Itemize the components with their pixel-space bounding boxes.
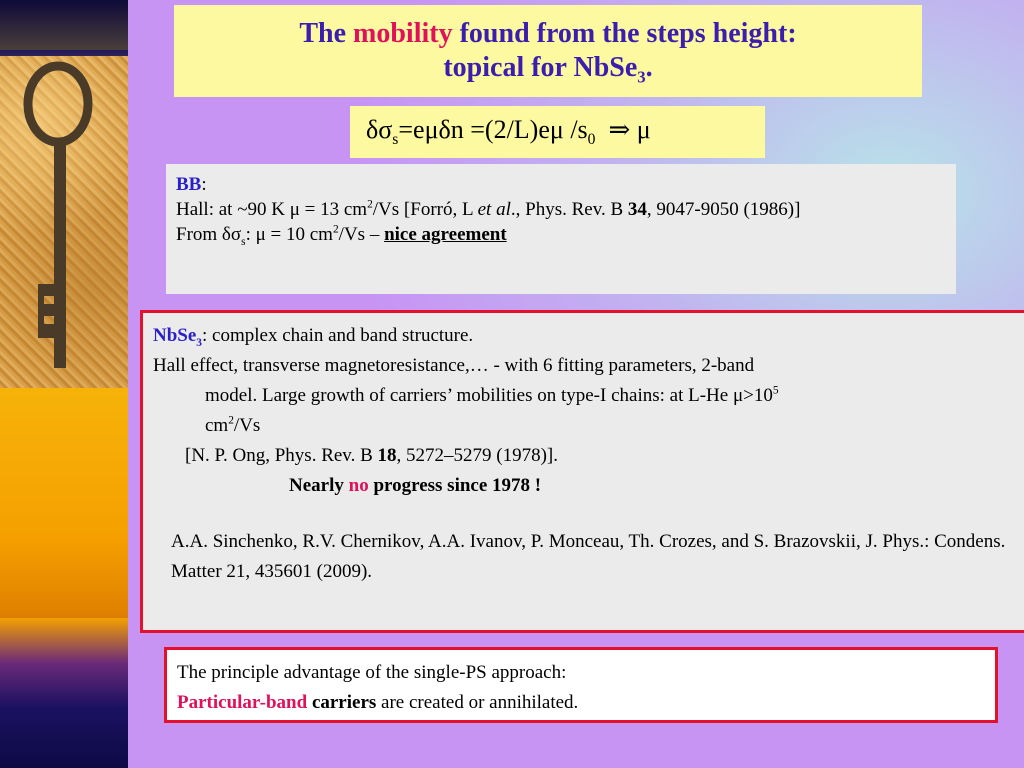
text: [N. P. Ong, Phys. Rev. B [185, 445, 378, 466]
formula-implies: ⇒ μ [595, 115, 651, 144]
title-period: . [645, 52, 653, 83]
text: /Vs [Forró, L [372, 199, 478, 220]
nice-agreement-text: nice agreement [384, 224, 507, 245]
text: From δσ [176, 224, 242, 245]
title-subscript: 3 [637, 67, 646, 87]
top-band [0, 0, 128, 50]
text: Hall: at ~90 K μ = 13 cm [176, 199, 368, 220]
formula-sub: s [392, 131, 399, 149]
text: ., Phys. Rev. B [510, 199, 628, 220]
formula-sub: 0 [587, 131, 596, 149]
text: model. Large growth of carriers’ mobilities on type-I chains: at L-He μ>10 [205, 385, 773, 406]
text: Nearly [289, 475, 349, 496]
volume: 18 [377, 445, 397, 466]
carriers-text: carriers [311, 692, 377, 713]
sup: 2 [367, 198, 373, 211]
advantage-line2 [177, 688, 985, 718]
no-highlight: no [348, 475, 369, 496]
formula-part: δσ [366, 115, 393, 144]
particular-band-text: Particular-band [177, 692, 308, 713]
text: : μ = 10 cm [245, 224, 333, 245]
title-line2: topical for NbSe [443, 52, 638, 83]
text: are created or annihilated. [376, 692, 579, 713]
text: /Vs [233, 415, 261, 436]
sup: 2 [332, 223, 339, 236]
left-decoration-strip [0, 0, 128, 768]
sup: 2 [228, 414, 234, 427]
old-key-icon [0, 56, 128, 388]
advantage-box [164, 647, 998, 723]
nbse-heading: NbSe [153, 325, 197, 346]
advantage-line1: The principle advantage of the single-PS approach: [177, 662, 567, 683]
bottom-band [0, 618, 128, 768]
title-text: The [299, 18, 354, 49]
nbse-units-line [153, 411, 1019, 441]
formula-box [350, 106, 765, 158]
text: , 9047-9050 (1986)] [646, 199, 801, 220]
et-al: et al [477, 199, 511, 220]
sup: 5 [772, 384, 779, 397]
progress-note [153, 471, 1019, 501]
formula-part: =eμδn =(2/L)eμ /s [398, 115, 588, 144]
slide-title [174, 5, 922, 97]
bb-colon: : [201, 174, 207, 195]
bb-from-line [176, 222, 946, 247]
nbse-sub: 3 [196, 336, 202, 349]
text: progress since 1978 ! [368, 475, 542, 496]
title-highlight: mobility [353, 18, 453, 49]
text: , 5272–5279 (1978)]. [396, 445, 558, 466]
bb-heading: BB [176, 174, 202, 195]
nbse-reference [153, 441, 1019, 471]
nbse-info-box [140, 310, 1024, 633]
bb-info-box [166, 164, 956, 294]
nbse-hall-line: Hall effect, transverse magnetoresistance,… - with 6 fitting parameters, 2-band [153, 355, 755, 376]
text: cm [205, 415, 229, 436]
nbse-heading-rest: : complex chain and band structure. [202, 325, 474, 346]
sub: s [241, 235, 246, 248]
volume: 34 [627, 199, 647, 220]
bb-hall-line [176, 197, 946, 222]
title-text-end: found from the steps height: [452, 18, 797, 49]
citation: A.A. Sinchenko, R.V. Chernikov, A.A. Ivanov, P. Monceau, Th. Crozes, and S. Brazovskii, J. Phys.: Condens. Matter 21, 435601 (2009). [171, 531, 1006, 582]
nbse-model-line [153, 381, 1019, 411]
text: /Vs – [338, 224, 385, 245]
